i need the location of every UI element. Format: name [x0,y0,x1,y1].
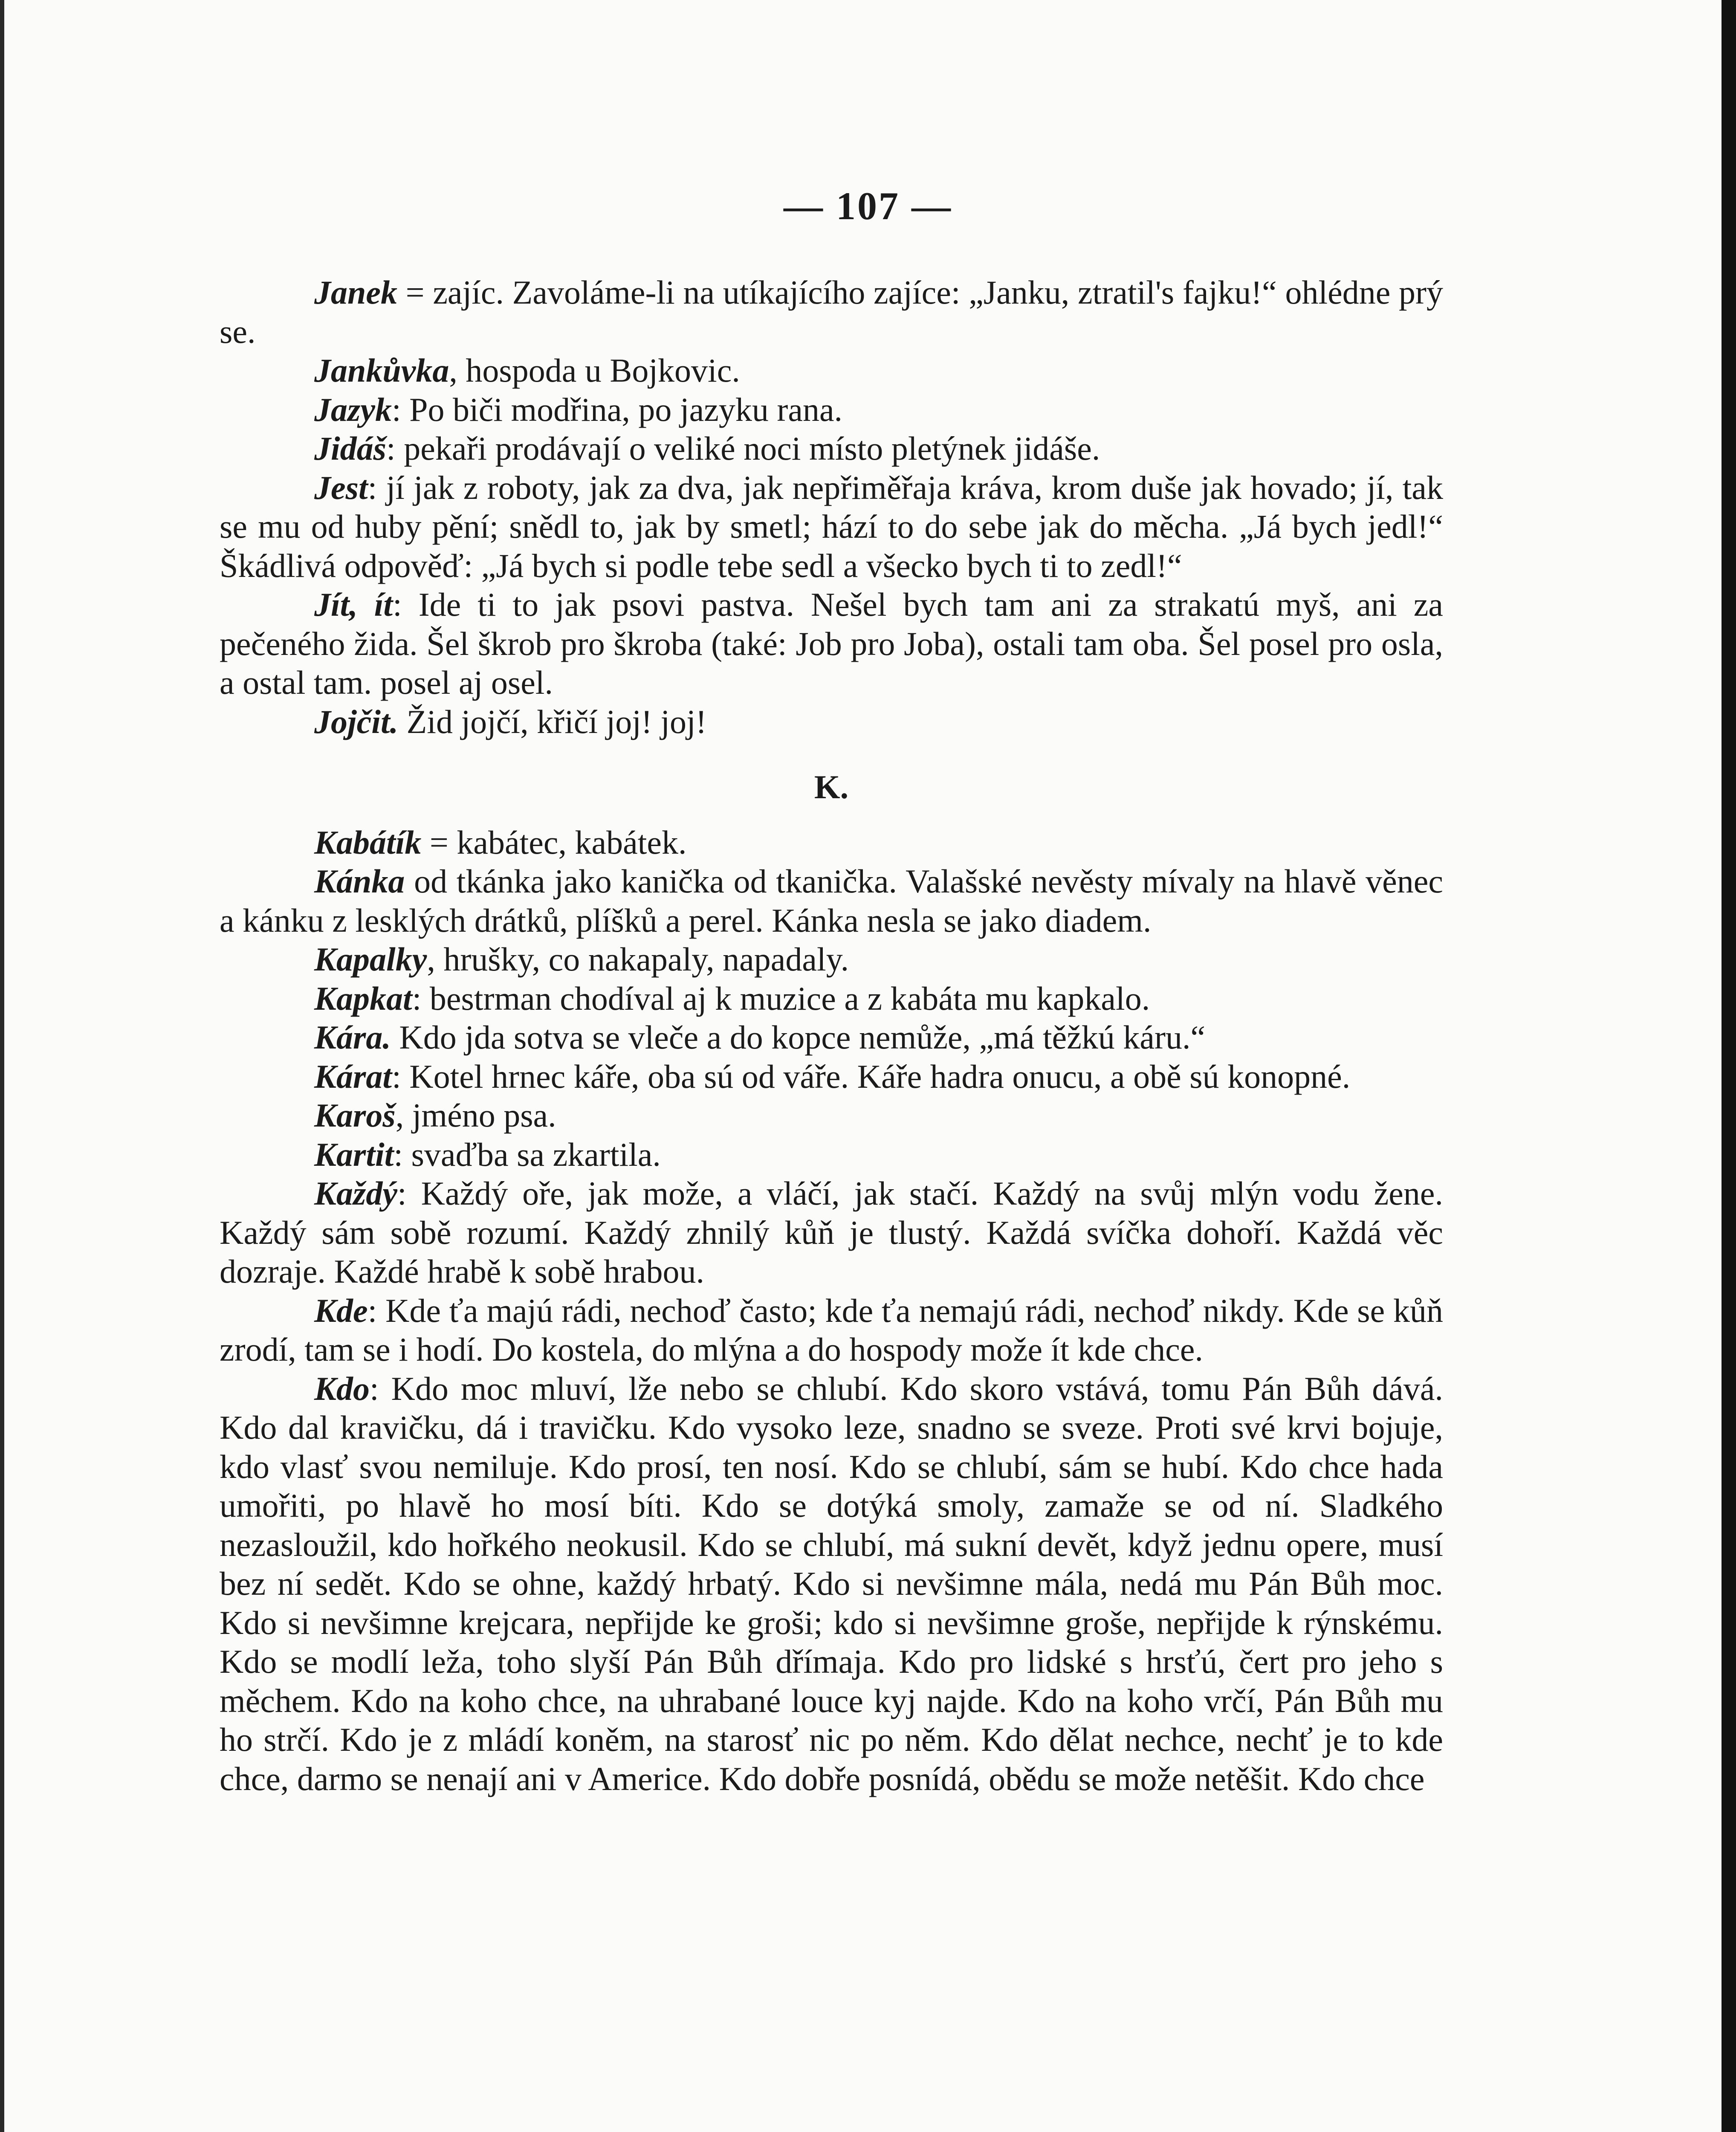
entry-definition: , jméno psa. [395,1097,556,1134]
entry-definition: : svaďba sa zkartila. [393,1136,661,1173]
entry-headword: Kapalky [314,941,427,978]
entry-headword: Janek [314,274,397,311]
entry-headword: Kartit [314,1136,394,1173]
dictionary-entry [220,273,1443,351]
section-letter-k: K. [814,768,849,805]
entry-definition: , hrušky, co nakapaly, napadaly. [427,941,849,978]
entry-definition: : Po biči modřina, po jazyku rana. [391,391,843,428]
entry-headword: Kde [314,1292,368,1329]
dictionary-entry [220,1096,1443,1135]
entry-headword: Jidáš [314,430,387,467]
entry-headword: Jankůvka [314,352,449,389]
entry-headword: Kárat [314,1057,392,1095]
dictionary-entry [220,1174,1443,1291]
dictionary-entry [220,351,1443,390]
scan-edge-right [1722,0,1736,2132]
entry-headword: Každý [314,1175,397,1212]
dictionary-entry [220,585,1443,702]
dictionary-entry [220,702,1443,742]
dictionary-entry [220,1018,1443,1057]
entry-definition: = zajíc. Zavoláme-li na utíkajícího zajíce: „Janku, ztratil's fajku!“ ohlédne prý se. [220,274,1443,350]
entry-headword: Jít, ít [314,586,393,623]
entry-definition: : Každý oře, jak može, a vláčí, jak stačí. Každý na svůj mlýn vodu žene. Každý sám sobě rozumí. Každý zhnilý kůň je tlustý. Každá svíčka dohoří. Každá věc dozraje. Každé hrabě k sobě hrabou. [220,1175,1443,1290]
entry-headword: Jest [314,469,368,506]
scan-edge-left [0,0,4,2132]
entry-headword: Kapkat [314,979,412,1017]
page-number: — 107 — [784,184,952,228]
dictionary-entry [220,468,1443,585]
dictionary-entry [220,862,1443,940]
entry-definition: od tkánka jako kanička od tkanička. Valašské nevěsty mívaly na hlavě věnec a kánku z lesklých drátků, plíšků a perel. Kánka nesla se jako diadem. [220,863,1443,939]
entry-definition: : Kde ťa majú rádi, nechoď často; kde ťa nemajú rádi, nechoď nikdy. Kde se kůň zrodí, tam se i hodí. Do kostela, do mlýna a do hospody može ít kde chce. [220,1292,1443,1368]
dictionary-entry [220,979,1443,1018]
dictionary-entry [220,1369,1443,1799]
dictionary-entry [220,1057,1443,1096]
dictionary-entry [220,823,1443,862]
entries-section-k [220,823,1443,1799]
dictionary-text [220,273,1443,1798]
entry-definition: : Ide ti to jak psovi pastva. Nešel bych tam ani za strakatú myš, ani za pečeného žida. Šel škrob pro škroba (také: Job pro Joba), ostali tam oba. Šel posel pro osla, a ostal tam. posel aj osel. [220,586,1443,701]
dictionary-entry [220,940,1443,979]
entry-definition: : pekaři prodávají o veliké noci místo pletýnek jidáše. [386,430,1100,467]
dictionary-entry [220,1291,1443,1369]
dictionary-entry [220,390,1443,429]
entry-headword: Jazyk [314,391,392,428]
entry-headword: Jojčit. [314,703,399,740]
entries-section-j [220,273,1443,741]
entry-headword: Kánka [314,863,405,900]
dictionary-entry [220,429,1443,468]
entry-definition: Žid jojčí, křičí joj! joj! [398,703,707,740]
entry-definition: Kdo jda sotva se vleče a do kopce nemůže, „má těžkú káru.“ [391,1019,1206,1056]
entry-headword: Kabátík [314,823,422,861]
entry-definition: = kabátec, kabátek. [421,823,687,861]
entry-headword: Karoš [314,1097,396,1134]
entry-headword: Kdo [314,1370,370,1407]
entry-definition: : jí jak z roboty, jak za dva, jak nepřiměřaja kráva, krom duše jak hovado; jí, tak se mu od huby pění; snědl to, jak by smetl; hází to do sebe jak do měcha. „Já bych jedl!“ Škádlivá odpověď: „Já bych si podle tebe sedl a všecko bych ti to zedl!“ [220,469,1443,584]
dictionary-entry [220,1135,1443,1174]
entry-definition: : Kdo moc mluví, lže nebo se chlubí. Kdo skoro vstává, tomu Pán Bůh dává. Kdo dal kravičku, dá i travičku. Kdo vysoko leze, snadno se sveze. Proti své krvi bojuje, kdo vlasť svou nemiluje. Kdo prosí, ten nosí. Kdo se chlubí, sám se hubí. Kdo chce hada umořiti, po hlavě ho mosí bíti. Kdo se dotýká smoly, zamaže se od ní. Sladkého nezasloužil, kdo hořkého neokusil. Kdo se chlubí, má sukní devět, když jednu opere, musí bez ní sedět. Kdo se ohne, každý hrbatý. Kdo si nevšimne mála, nedá mu Pán Bůh moc. Kdo si nevšimne krejcara, nepřijde ke groši; kdo si nevšimne groše, nepřijde k rýnskému. Kdo se modlí leža, toho slyší Pán Bůh dřímaja. Kdo pro lidské s hrsťú, čert pro jeho s měchem. Kdo na koho chce, na uhrabané louce kyj najde. Kdo na koho vrčí, Pán Bůh mu ho strčí. Kdo je z mládí koněm, na starosť nic po něm. Kdo dělat nechce, nechť je to kde chce, darmo se nenají ani v Americe. Kdo dobře posnídá, obědu se može netěšit. Kdo chce [220,1370,1443,1797]
entry-definition: : bestrman chodíval aj k muzice a z kabáta mu kapkalo. [412,979,1150,1017]
entry-definition: : Kotel hrnec káře, oba sú od váře. Káře hadra onucu, a obě sú konopné. [392,1057,1351,1095]
entry-headword: Kára. [314,1019,391,1056]
entry-definition: , hospoda u Bojkovic. [449,352,740,389]
